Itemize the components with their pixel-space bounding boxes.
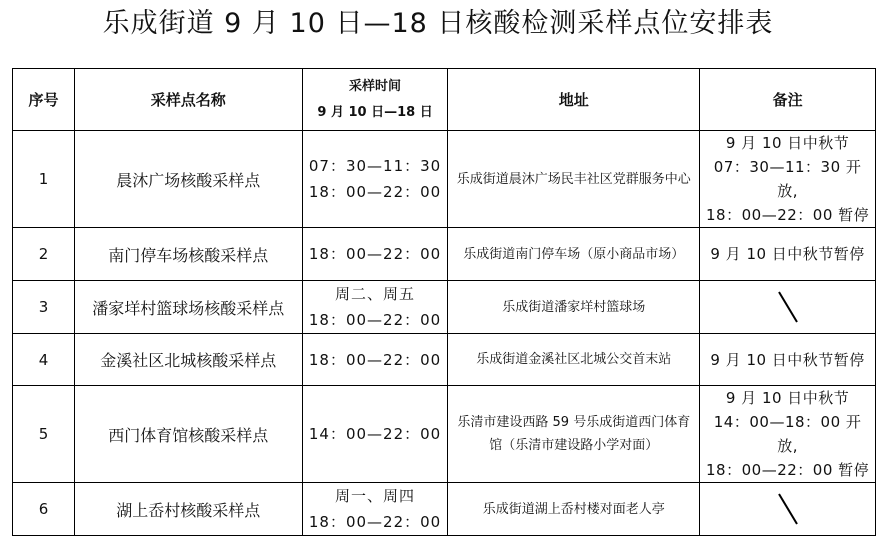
table-row [13,386,876,483]
row-address: 乐成街道金溪社区北城公交首末站 [448,334,700,386]
row-address: 乐清市建设西路 59 号乐成街道西门体育馆（乐清市建设路小学对面） [448,386,700,483]
row-note [700,334,876,386]
row-site-name: 晨沐广场核酸采样点 [74,131,302,228]
row-index: 6 [13,483,75,536]
row-time [302,281,448,334]
table-row [13,334,876,386]
row-time-line: 18：00—22：00 [308,311,442,329]
schedule-table [12,68,876,536]
row-note-line: 9 月 10 日中秋节 [725,389,850,407]
row-note-line: 18：00—22：00 暂停 [706,206,870,224]
header-row [13,69,876,131]
header-note: 备注 [700,69,876,131]
row-site-name: 金溪社区北城核酸采样点 [74,334,302,386]
row-note-line: 9 月 10 日中秋节暂停 [710,350,865,369]
row-address: 乐成街道湖上岙村楼对面老人亭 [448,483,700,536]
row-note [700,228,876,281]
row-index: 2 [13,228,75,281]
row-note-line: 14：00—18：00 开放, [713,413,862,455]
header-time-line2: 9 月 10 日—18 日 [317,104,433,120]
row-note-line: 18：00—22：00 暂停 [706,461,870,479]
row-note [700,131,876,228]
row-address: 乐成街道潘家垟村篮球场 [448,281,700,334]
header-name: 采样点名称 [74,69,302,131]
row-note [700,281,876,334]
row-note [700,386,876,483]
header-index: 序号 [13,69,75,131]
row-site-name: 南门停车场核酸采样点 [74,228,302,281]
table-row [13,281,876,334]
row-time-line: 18：00—22：00 [308,183,442,201]
row-time-line: 周一、周四 [335,487,416,505]
row-index: 1 [13,131,75,228]
table-row [13,483,876,536]
row-address: 乐成街道晨沐广场民丰社区党群服务中心 [448,131,700,228]
row-time [302,334,448,386]
header-address: 地址 [448,69,700,131]
row-note-line: 9 月 10 日中秋节 [725,134,850,152]
row-time [302,483,448,536]
row-time-line: 18：00—22：00 [308,513,442,531]
row-time-line: 18：00—22：00 [308,350,442,369]
row-site-name: 湖上岙村核酸采样点 [74,483,302,536]
row-time [302,131,448,228]
header-time [302,69,448,131]
row-time [302,228,448,281]
row-note-line: 07：30—11：30 开放, [713,158,862,200]
row-time-line: 07：30—11：30 [308,157,442,175]
not-applicable-slash-icon [773,490,803,528]
row-time [302,386,448,483]
row-time-line: 14：00—22：00 [308,425,442,443]
row-site-name: 潘家垟村篮球场核酸采样点 [74,281,302,334]
row-note-line: 9 月 10 日中秋节暂停 [710,245,865,263]
not-applicable-slash-icon [773,288,803,326]
row-index: 4 [13,334,75,386]
row-time-line: 周二、周五 [335,285,416,303]
header-time-line1: 采样时间 [349,78,402,94]
row-time-line: 18：00—22：00 [308,245,442,263]
table-row [13,131,876,228]
table-row [13,228,876,281]
row-index: 3 [13,281,75,334]
row-note [700,483,876,536]
row-site-name: 西门体育馆核酸采样点 [74,386,302,483]
row-index: 5 [13,386,75,483]
page-title: 乐成街道 9 月 10 日—18 日核酸检测采样点位安排表 [102,8,774,39]
row-address: 乐成街道南门停车场（原小商品市场） [448,228,700,281]
